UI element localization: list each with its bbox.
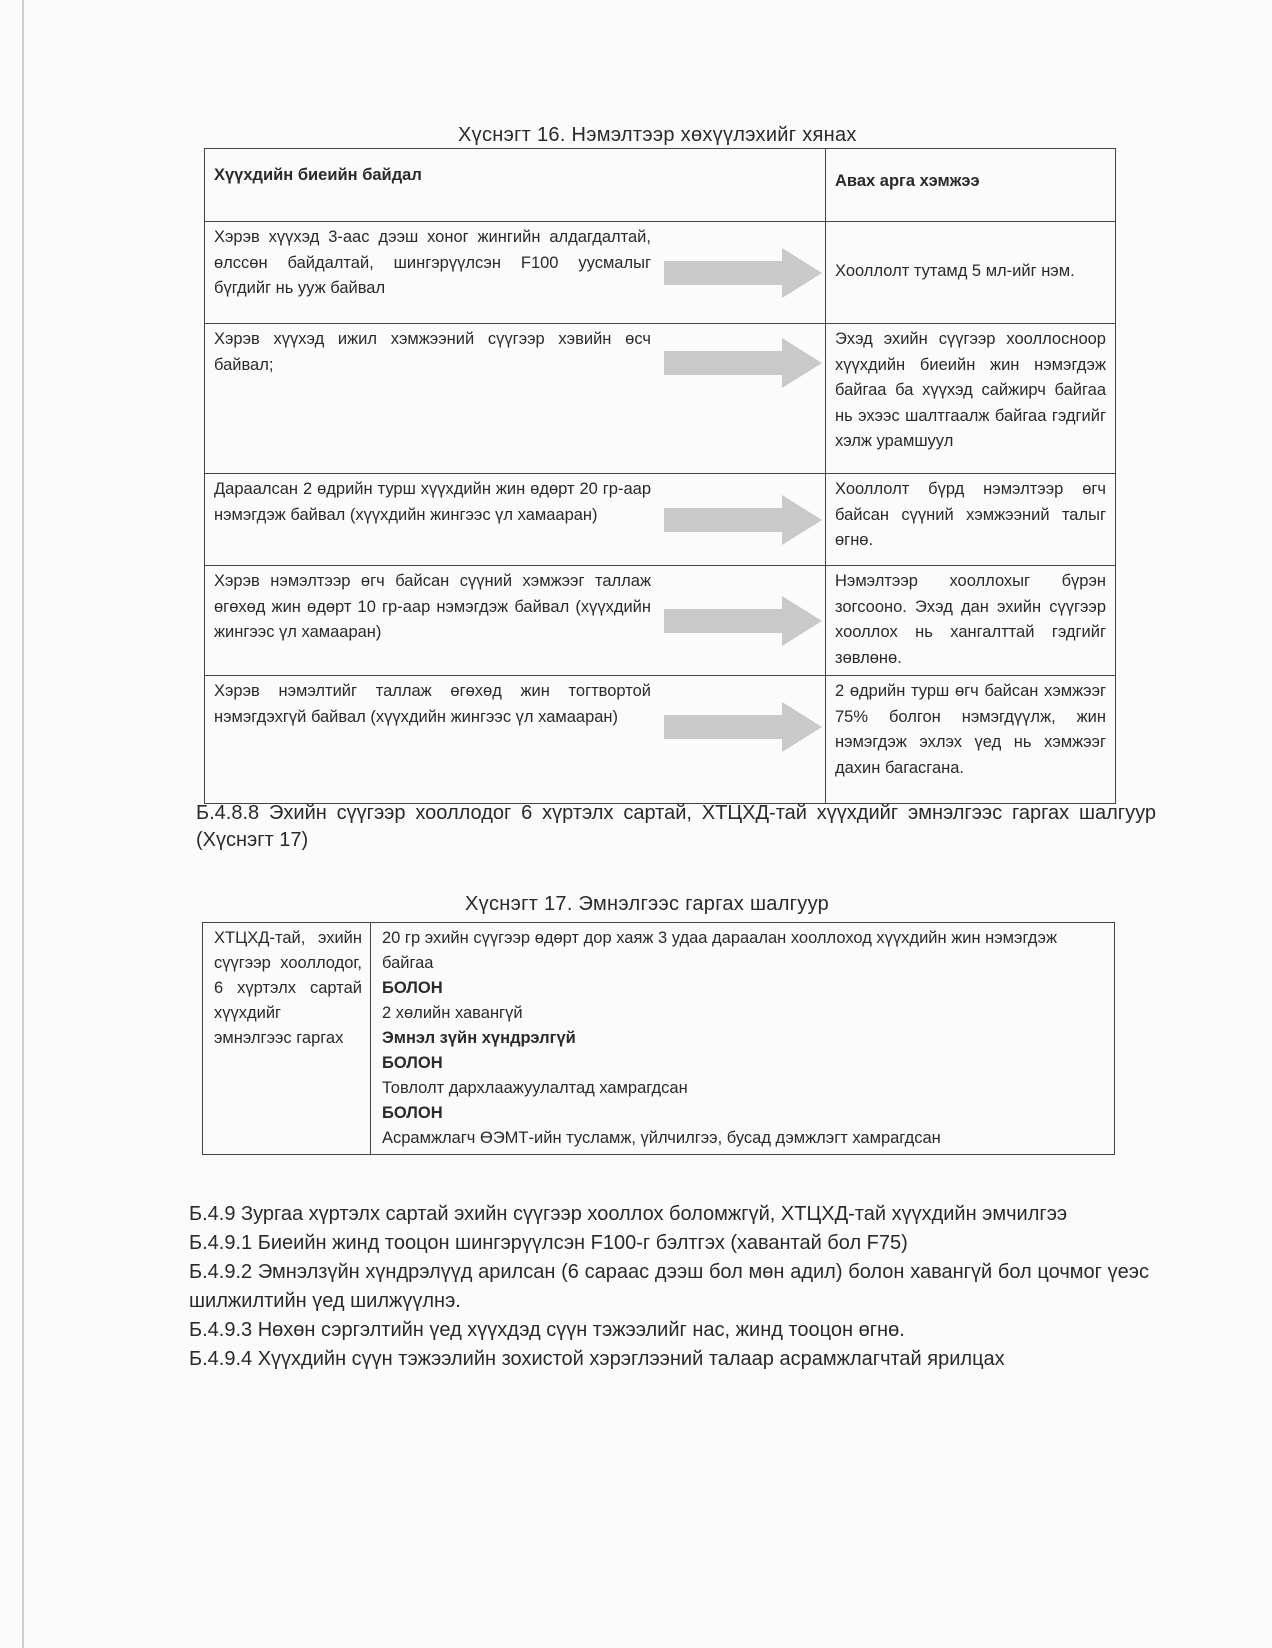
header-action: Авах арга хэмжээ [826, 149, 1116, 222]
row-action: Хооллолт тутамд 5 мл-ийг нэм. [826, 222, 1116, 324]
section-paragraph: Б.4.9.4 Хүүхдийн сүүн тэжээлийн зохистой хэрэглээний талаар асрамжлагчтай ярилцах [189, 1348, 1005, 1370]
table-row [205, 222, 1116, 324]
table-row [205, 566, 1116, 676]
criteria-line: БОЛОН [382, 1104, 443, 1122]
table-16-header-row [205, 149, 1116, 222]
criteria-line: БОЛОН [382, 1054, 443, 1072]
right-arrow-icon [664, 338, 822, 388]
section-paragraph: Б.4.9.1 Биеийн жинд тооцон шингэрүүлсэн F100-г бэлтгэх (хавантай бол F75) [189, 1232, 908, 1254]
table-row [203, 923, 1115, 1155]
table-16-caption: Хүснэгт 16. Нэмэлтээр хөхүүлэхийг хянах [458, 124, 857, 146]
criteria-line: 20 гр эхийн сүүгээр өдөрт дор хаяж 3 удаа дараалан хооллоход хүүхдийн жин нэмэгдэж байгаа [382, 929, 1057, 972]
scan-edge-line [22, 0, 24, 1648]
right-arrow-icon [664, 248, 822, 298]
table-row [205, 324, 1116, 474]
table-16 [204, 148, 1116, 804]
right-arrow-icon [664, 702, 822, 752]
right-arrow-icon [664, 495, 822, 545]
row-condition: Дараалсан 2 өдрийн турш хүүхдийн жин өдөрт 20 гр-аар нэмэгдэж байвал (хүүхдийн жингээс үл хамааран) [205, 474, 661, 566]
row-condition: Хэрэв нэмэлтийг таллаж өгөхөд жин тогтвортой нэмэгдэхгүй байвал (хүүхдийн жингээс үл хамааран) [205, 676, 661, 804]
row-condition: Хэрэв хүүхэд ижил хэмжээний сүүгээр хэвийн өсч байвал; [205, 324, 661, 474]
row-condition: Хэрэв хүүхэд 3-аас дээш хоног жингийн алдагдалтай, өлссөн байдалтай, шингэрүүлсэн F100 уусмалыг бүгдийг нь ууж байвал [205, 222, 661, 324]
section-paragraph: Б.4.9 Зургаа хүртэлх сартай эхийн сүүгээр хооллох боломжгүй, ХТЦХД-тай хүүхдийн эмчилгээ [189, 1203, 1068, 1225]
header-condition: Хүүхдийн биеийн байдал [205, 149, 661, 222]
section-paragraph: Б.4.9.3 Нөхөн сэргэлтийн үед хүүхдэд сүүн тэжээлийг нас, жинд тооцон өгнө. [189, 1319, 905, 1341]
criteria-line: БОЛОН [382, 979, 443, 997]
section-b4-9 [189, 1200, 1149, 1374]
criteria-list [371, 923, 1115, 1155]
criteria-subject: ХТЦХД-тай, эхийн сүүгээр хооллодог, 6 хүртэлх сартай хүүхдийг эмнэлгээс гаргах [203, 923, 371, 1155]
row-condition: Хэрэв нэмэлтээр өгч байсан сүүний хэмжээг таллаж өгөхөд жин өдөрт 10 гр-аар нэмэгдэж байвал (хүүхдийн жингээс үл хамааран) [205, 566, 661, 676]
right-arrow-icon [664, 596, 822, 646]
table-row [205, 676, 1116, 804]
table-row [205, 474, 1116, 566]
section-paragraph: Б.4.9.2 Эмнэлзүйн хүндрэлүүд арилсан (6 сараас дээш бол мөн адил) болон хавангүй бол цочмог үеэс шилжилтийн үед шилжүүлнэ. [189, 1261, 1149, 1312]
row-action: Нэмэлтээр хооллохыг бүрэн зогсооно. Эхэд дан эхийн сүүгээр хооллох нь хангалттай гэдгийг зөвлөнө. [826, 566, 1116, 676]
header-spacer [660, 149, 826, 222]
row-action: Хооллолт бүрд нэмэлтээр өгч байсан сүүний хэмжээний талыг өгнө. [826, 474, 1116, 566]
table-17-caption: Хүснэгт 17. Эмнэлгээс гаргах шалгуур [465, 893, 830, 915]
table-17 [202, 922, 1115, 1155]
criteria-line: Асрамжлагч ӨЭМТ-ийн тусламж, үйлчилгээ, бусад дэмжлэгт хамрагдсан [382, 1129, 941, 1147]
paragraph-b4-8-8: Б.4.8.8 Эхийн сүүгээр хооллодог 6 хүртэлх сартай, ХТЦХД-тай хүүхдийг эмнэлгээс гаргах шалгуур (Хүснэгт 17) [196, 802, 1156, 851]
criteria-line: 2 хөлийн хавангүй [382, 1004, 523, 1022]
criteria-line: Эмнэл зүйн хүндрэлгүй [382, 1029, 576, 1047]
row-action: Эхэд эхийн сүүгээр хооллосноор хүүхдийн биеийн жин нэмэгдэж байгаа ба хүүхэд сайжирч байгаа нь эхээс шалтгаалж байгаа гэдгийг хэлж урамшуул [826, 324, 1116, 474]
criteria-line: Товлолт дархлаажуулалтад хамрагдсан [382, 1079, 688, 1097]
row-action: 2 өдрийн турш өгч байсан хэмжээг 75% болгон нэмэгдүүлж, жин нэмэгдэж эхлэх үед нь хэмжээг дахин багасгана. [826, 676, 1116, 804]
